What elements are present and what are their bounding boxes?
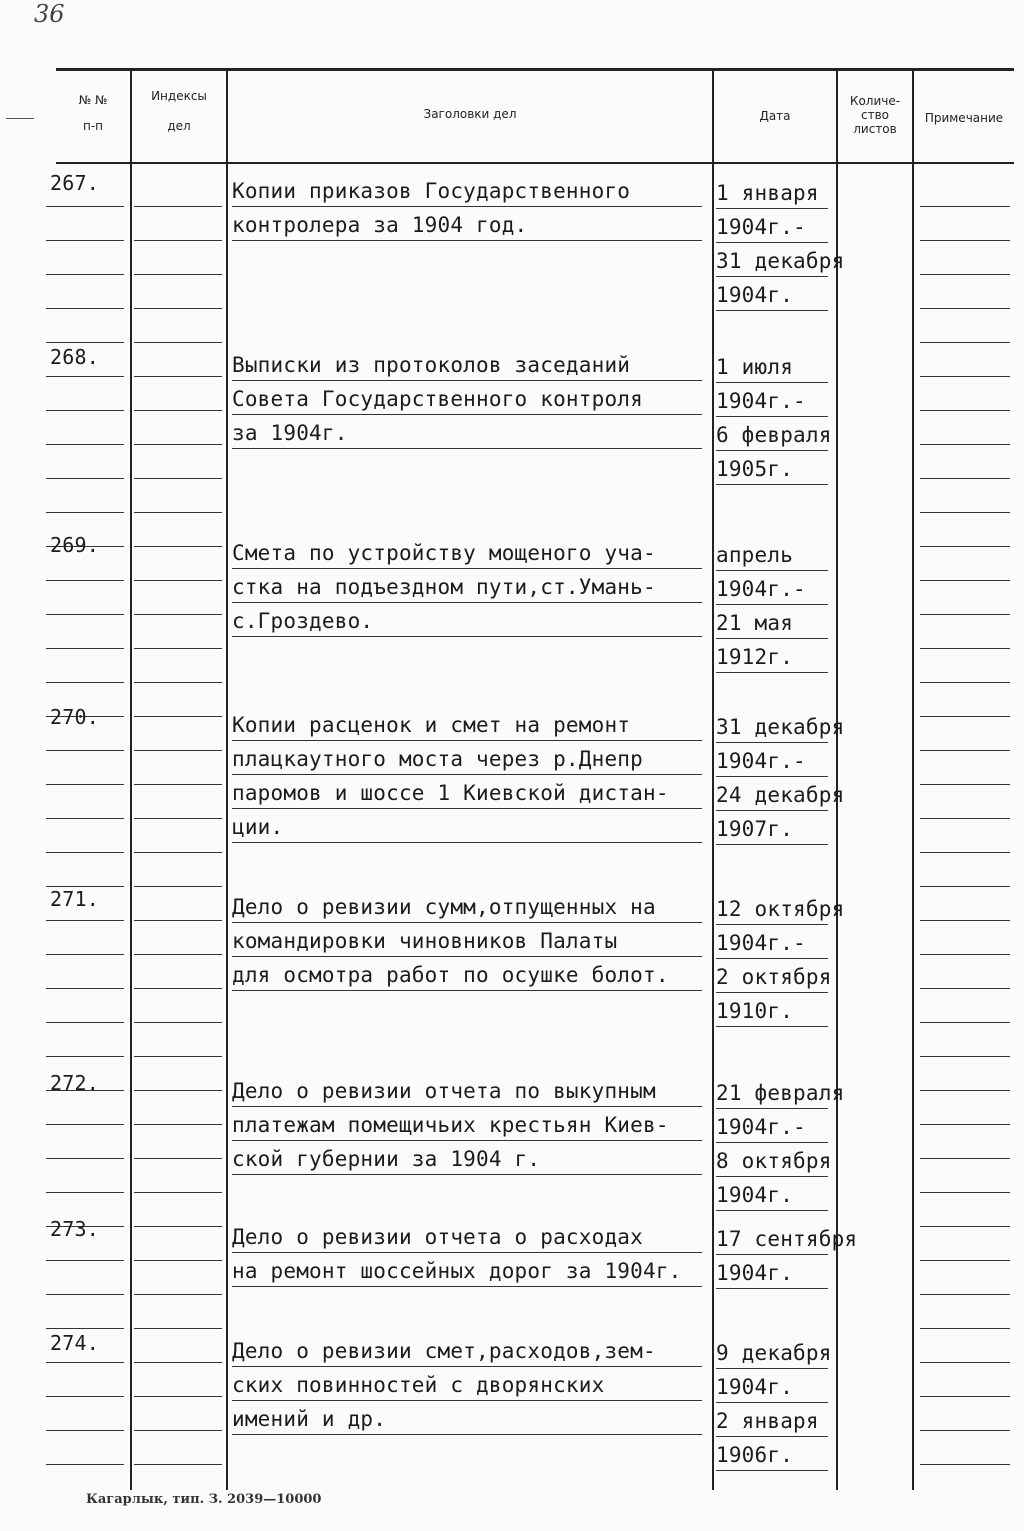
ruling-line — [920, 240, 1010, 241]
ruling-line — [716, 1026, 828, 1027]
ruling-line — [134, 512, 222, 513]
record-date-line: 1905г. — [716, 457, 794, 481]
ruling-line — [716, 844, 828, 845]
ruling-line — [46, 648, 124, 649]
ruling-line — [716, 1368, 828, 1369]
column-divider — [836, 70, 838, 1490]
ruling-line — [134, 852, 222, 853]
ruling-line — [232, 448, 702, 449]
ruling-line — [46, 478, 124, 479]
ruling-line — [716, 310, 828, 311]
ruling-line — [134, 1158, 222, 1159]
ruling-line — [920, 478, 1010, 479]
ruling-line — [716, 570, 828, 571]
record-date-line: 1904г.- — [716, 389, 806, 413]
ruling-line — [920, 682, 1010, 683]
ruling-line — [232, 240, 702, 241]
record-date-line: 17 сентября — [716, 1227, 858, 1251]
ruling-line — [134, 240, 222, 241]
column-divider — [130, 70, 132, 1490]
ruling-line — [232, 1286, 702, 1287]
record-date-line: 2 января — [716, 1409, 819, 1433]
ruling-line — [46, 1124, 124, 1125]
record-date-line: 1912г. — [716, 645, 794, 669]
ruling-line — [920, 988, 1010, 989]
ruling-line — [232, 568, 702, 569]
record-title-line: командировки чиновников Палаты — [232, 929, 618, 953]
record-title-line: паромов и шоссе 1 Киевской дистан- — [232, 781, 669, 805]
ruling-line — [232, 740, 702, 741]
record-date-line: 1910г. — [716, 999, 794, 1023]
ruling-line — [920, 1090, 1010, 1091]
ruling-line — [716, 776, 828, 777]
ruling-line — [716, 1142, 828, 1143]
ruling-line — [46, 614, 124, 615]
ruling-line — [134, 444, 222, 445]
ruling-line — [134, 1328, 222, 1329]
ruling-line — [134, 1464, 222, 1465]
ruling-line — [716, 450, 828, 451]
ruling-line — [232, 636, 702, 637]
record-title-line: контролера за 1904 год. — [232, 213, 528, 237]
ruling-line — [134, 886, 222, 887]
record-date-line: 1907г. — [716, 817, 794, 841]
ruling-line — [716, 382, 828, 383]
header-sheets-line1: Количе- — [849, 94, 901, 108]
record-title-line: стка на подъездном пути,ст.Умань- — [232, 575, 656, 599]
ruling-line — [716, 1108, 828, 1109]
header-date: Дата — [759, 109, 791, 123]
ruling-line — [134, 410, 222, 411]
column-divider — [712, 70, 714, 1490]
ruling-line — [134, 1260, 222, 1261]
ruling-line — [46, 240, 124, 241]
header-index — [132, 88, 226, 134]
ruling-line — [232, 956, 702, 957]
header-number — [56, 92, 130, 134]
ruling-line — [46, 1158, 124, 1159]
ruling-line — [232, 1140, 702, 1141]
ruling-line — [920, 750, 1010, 751]
record-title-line: на ремонт шоссейных дорог за 1904г. — [232, 1259, 682, 1283]
ruling-line — [920, 1430, 1010, 1431]
ruling-line — [716, 1210, 828, 1211]
ruling-line — [46, 852, 124, 853]
ruling-line — [920, 614, 1010, 615]
record-number: 269. — [50, 533, 99, 557]
record-title-line: Выписки из протоколов заседаний — [232, 353, 631, 377]
ruling-line — [46, 682, 124, 683]
ruling-line — [46, 784, 124, 785]
ruling-line — [920, 546, 1010, 547]
ruling-line — [134, 1022, 222, 1023]
ruling-line — [46, 750, 124, 751]
record-date-line: 1904г.- — [716, 577, 806, 601]
record-date-line: 9 декабря — [716, 1341, 832, 1365]
ruling-line — [716, 742, 828, 743]
ruling-line — [46, 988, 124, 989]
ruling-line — [232, 774, 702, 775]
ruling-line — [46, 1396, 124, 1397]
ruling-line — [134, 648, 222, 649]
record-date-line: 8 октября — [716, 1149, 832, 1173]
ruling-line — [134, 1226, 222, 1227]
ruling-line — [232, 414, 702, 415]
header-index-line2: дел — [167, 119, 191, 133]
ruling-line — [134, 580, 222, 581]
ruling-line — [920, 1022, 1010, 1023]
record-date-line: 21 мая — [716, 611, 794, 635]
record-date-line: 1904г.- — [716, 749, 806, 773]
ruling-line — [134, 1090, 222, 1091]
page-number: 36 — [34, 0, 65, 28]
ruling-line — [920, 954, 1010, 955]
ruling-line — [920, 716, 1010, 717]
ruling-line — [716, 416, 828, 417]
record-date-line: 31 декабря — [716, 249, 845, 273]
record-title-line: ских повинностей с дворянских — [232, 1373, 605, 1397]
column-divider — [912, 70, 914, 1490]
ruling-line — [232, 380, 702, 381]
record-title-line: за 1904г. — [232, 421, 348, 445]
ruling-line — [134, 308, 222, 309]
ruling-line — [716, 604, 828, 605]
ruling-line — [134, 1362, 222, 1363]
record-title-line: Дело о ревизии отчета по выкупным — [232, 1079, 656, 1103]
ruling-line — [134, 1192, 222, 1193]
ruling-line — [46, 1328, 124, 1329]
ruling-line — [46, 206, 124, 207]
record-title-line: Смета по устройству мощеного уча- — [232, 541, 656, 565]
ruling-line — [46, 580, 124, 581]
record-title-line: платежам помещичьих крестьян Киев- — [232, 1113, 669, 1137]
ruling-line — [134, 274, 222, 275]
ruling-line — [716, 1402, 828, 1403]
ruling-line — [46, 376, 124, 377]
ruling-line — [46, 444, 124, 445]
ruling-line — [716, 810, 828, 811]
record-date-line: 1904г. — [716, 1375, 794, 1399]
ruling-line — [232, 842, 702, 843]
ruling-line — [232, 808, 702, 809]
ruling-line — [134, 206, 222, 207]
ruling-line — [920, 580, 1010, 581]
ruling-line — [232, 1400, 702, 1401]
record-date-line: 1904г. — [716, 1261, 794, 1285]
table-top-rule — [56, 68, 1014, 71]
ruling-line — [920, 1124, 1010, 1125]
ruling-line — [716, 958, 828, 959]
ruling-line — [46, 410, 124, 411]
record-date-line: 31 декабря — [716, 715, 845, 739]
record-date-line: апрель — [716, 543, 794, 567]
record-number: 274. — [50, 1331, 99, 1355]
ruling-line — [134, 784, 222, 785]
header-title: Заголовки дел — [423, 107, 517, 121]
ruling-line — [716, 638, 828, 639]
record-date-line: 1906г. — [716, 1443, 794, 1467]
ruling-line — [716, 1176, 828, 1177]
ruling-line — [134, 920, 222, 921]
ruling-line — [716, 208, 828, 209]
ruling-line — [920, 444, 1010, 445]
ruling-line — [46, 308, 124, 309]
record-title-line: Копии приказов Государственного — [232, 179, 631, 203]
header-sheets-line2: ство — [860, 108, 889, 122]
ruling-line — [232, 602, 702, 603]
ruling-line — [920, 342, 1010, 343]
record-date-line: 1904г.- — [716, 931, 806, 955]
ruling-line — [920, 886, 1010, 887]
ruling-line — [920, 1192, 1010, 1193]
record-title-line: Дело о ревизии отчета о расходах — [232, 1225, 643, 1249]
ruling-line — [232, 1366, 702, 1367]
record-date-line: 1904г. — [716, 1183, 794, 1207]
ruling-line — [716, 484, 828, 485]
ruling-line — [920, 1464, 1010, 1465]
ruling-line — [716, 276, 828, 277]
ruling-line — [134, 1430, 222, 1431]
ruling-line — [134, 614, 222, 615]
ruling-line — [134, 988, 222, 989]
ruling-line — [134, 478, 222, 479]
ruling-line — [46, 1192, 124, 1193]
ruling-line — [46, 1362, 124, 1363]
ruling-line — [716, 992, 828, 993]
ruling-line — [134, 1056, 222, 1057]
ruling-line — [134, 1294, 222, 1295]
ruling-line — [134, 546, 222, 547]
ruling-line — [46, 1056, 124, 1057]
ruling-line — [232, 990, 702, 991]
record-title-line: Копии расценок и смет на ремонт — [232, 713, 631, 737]
record-date-line: 2 октября — [716, 965, 832, 989]
ruling-line — [232, 206, 702, 207]
record-date-line: 6 февраля — [716, 423, 832, 447]
ruling-line — [716, 1436, 828, 1437]
ruling-line — [920, 1294, 1010, 1295]
record-title-line: имений и др. — [232, 1407, 387, 1431]
record-number: 271. — [50, 887, 99, 911]
ruling-line — [46, 1022, 124, 1023]
record-date-line: 21 февраля — [716, 1081, 845, 1105]
ruling-line — [920, 920, 1010, 921]
ruling-line — [46, 1294, 124, 1295]
ruling-line — [920, 818, 1010, 819]
ruling-line — [716, 1288, 828, 1289]
record-title-line: с.Гроздево. — [232, 609, 374, 633]
record-date-line: 1904г.- — [716, 215, 806, 239]
ruling-line — [46, 1260, 124, 1261]
ruling-line — [232, 1106, 702, 1107]
ruling-line — [920, 1396, 1010, 1397]
ruling-line — [134, 716, 222, 717]
ruling-line — [920, 376, 1010, 377]
ruling-line — [920, 852, 1010, 853]
ruling-line — [46, 1464, 124, 1465]
ruling-line — [46, 920, 124, 921]
ruling-line — [920, 274, 1010, 275]
ruling-line — [134, 376, 222, 377]
ruling-line — [46, 274, 124, 275]
ruling-line — [134, 682, 222, 683]
ruling-line — [134, 818, 222, 819]
record-date-line: 1 января — [716, 181, 819, 205]
record-number: 268. — [50, 345, 99, 369]
column-divider — [226, 70, 228, 1490]
ruling-line — [716, 1254, 828, 1255]
ruling-line — [232, 1252, 702, 1253]
ruling-line — [232, 1174, 702, 1175]
ruling-line — [134, 1124, 222, 1125]
ruling-line — [920, 512, 1010, 513]
record-date-line: 1 июля — [716, 355, 794, 379]
record-number: 273. — [50, 1217, 99, 1241]
record-date-line: 12 октября — [716, 897, 845, 921]
ruling-line — [134, 342, 222, 343]
record-title-line: ской губернии за 1904 г. — [232, 1147, 541, 1171]
ruling-line — [232, 1434, 702, 1435]
header-sheets-line3: листов — [853, 122, 897, 136]
header-sheets — [838, 94, 912, 136]
ruling-line — [134, 954, 222, 955]
record-title-line: для осмотра работ по осушке болот. — [232, 963, 669, 987]
record-number: 270. — [50, 705, 99, 729]
ruling-line — [134, 750, 222, 751]
ruling-line — [46, 818, 124, 819]
ruling-line — [920, 1362, 1010, 1363]
record-title-line: Дело о ревизии сумм,отпущенных на — [232, 895, 656, 919]
record-title-line: Дело о ревизии смет,расходов,зем- — [232, 1339, 656, 1363]
ruling-line — [920, 1158, 1010, 1159]
record-number: 267. — [50, 171, 99, 195]
ruling-line — [46, 954, 124, 955]
record-number: 272. — [50, 1071, 99, 1095]
ruling-line — [716, 924, 828, 925]
header-note: Примечание — [924, 111, 1004, 125]
ruling-line — [716, 242, 828, 243]
header-number-line1: № № — [78, 93, 108, 107]
record-title-line: плацкаутного моста через р.Днепр — [232, 747, 643, 771]
ruling-line — [920, 1260, 1010, 1261]
ruling-line — [920, 308, 1010, 309]
ruling-line — [46, 342, 124, 343]
record-date-line: 1904г. — [716, 283, 794, 307]
ruling-line — [46, 512, 124, 513]
ruling-line — [920, 206, 1010, 207]
ruling-line — [920, 648, 1010, 649]
record-title-line: ции. — [232, 815, 284, 839]
ruling-line — [232, 922, 702, 923]
record-date-line: 1904г.- — [716, 1115, 806, 1139]
header-bottom-rule — [56, 162, 1014, 164]
ruling-line — [920, 410, 1010, 411]
record-title-line: Совета Государственного контроля — [232, 387, 643, 411]
ruling-line — [920, 1226, 1010, 1227]
record-date-line: 24 декабря — [716, 783, 845, 807]
header-number-line2: п-п — [82, 119, 104, 133]
ruling-line — [920, 1056, 1010, 1057]
printer-imprint: Кагарлык, тип. З. 2039—10000 — [86, 1492, 322, 1507]
ruling-line — [716, 672, 828, 673]
ruling-line — [46, 1430, 124, 1431]
ruling-line — [920, 1328, 1010, 1329]
ruling-line — [716, 1470, 828, 1471]
ruling-line — [920, 784, 1010, 785]
ruling-line — [134, 1396, 222, 1397]
header-index-line1: Индексы — [151, 89, 207, 103]
